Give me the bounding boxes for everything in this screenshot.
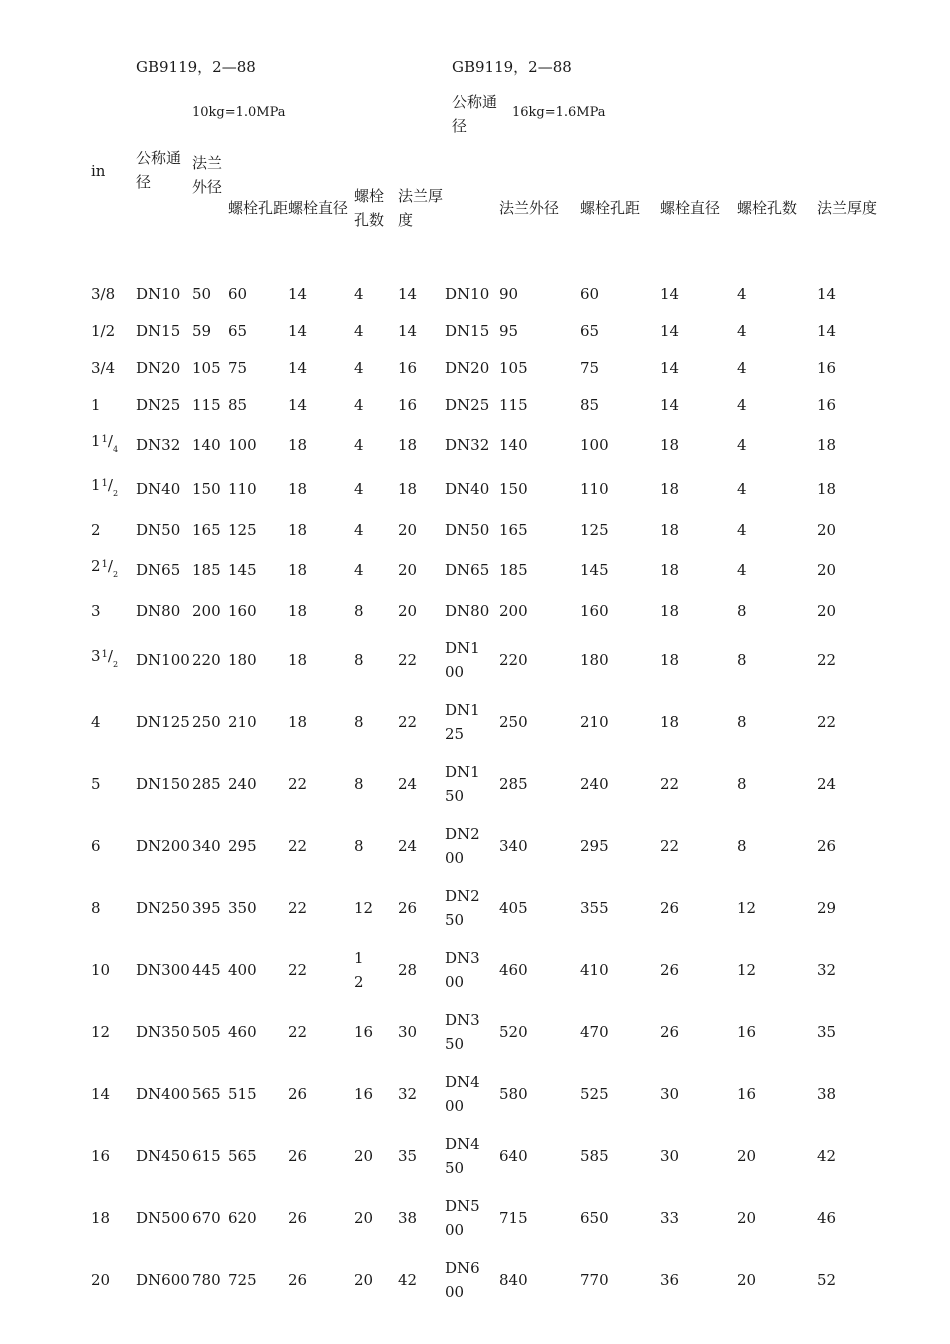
cell-r-bolt-pitch: 585 xyxy=(580,1147,609,1165)
cell-l-bolt-dia: 18 xyxy=(288,436,308,454)
cell-l-thickness: 20 xyxy=(398,601,418,620)
cell-r-bolt-dia: 26 xyxy=(660,1023,680,1041)
cell-l-bolt-dia: 18 xyxy=(288,601,308,620)
cell-r-thickness: 29 xyxy=(817,899,837,917)
cell-r-bolt-dia: 26 xyxy=(660,899,680,917)
cell-dn: DN100 xyxy=(136,651,190,669)
header-l-bolt-dia: 螺栓直径 xyxy=(288,199,349,217)
cell-dn: DN450 xyxy=(136,1147,190,1165)
cell-dn: DN200 xyxy=(136,837,190,855)
cell-r-dn: DN80 xyxy=(445,601,490,620)
table-row xyxy=(91,312,891,349)
cell-l-bolt-count: 4 xyxy=(354,358,364,377)
cell-in: 4 xyxy=(91,713,101,731)
header-l-bolt-count: 螺栓孔数 xyxy=(354,187,385,229)
cell-r-bolt-dia: 18 xyxy=(660,601,680,620)
cell-r-thickness: 18 xyxy=(817,436,837,454)
cell-dn: DN250 xyxy=(136,899,190,917)
table-row xyxy=(91,1187,891,1249)
cell-r-dn: DN15 xyxy=(445,321,490,340)
table-row xyxy=(91,386,891,423)
cell-l-outer-dia: 285 xyxy=(192,775,221,793)
cell-r-bolt-pitch: 210 xyxy=(580,713,609,731)
cell-r-bolt-pitch: 145 xyxy=(580,561,609,579)
cell-r-outer-dia: 150 xyxy=(499,480,528,498)
cell-l-bolt-dia: 26 xyxy=(288,1271,308,1289)
cell-r-bolt-count: 12 xyxy=(737,961,757,979)
cell-r-thickness: 26 xyxy=(817,837,837,855)
header-row xyxy=(91,141,891,275)
cell-r-outer-dia: 185 xyxy=(499,561,528,579)
table-row xyxy=(91,1001,891,1063)
cell-l-bolt-count: 12 xyxy=(354,899,374,917)
cell-l-bolt-pitch: 515 xyxy=(228,1085,257,1103)
cell-r-outer-dia: 460 xyxy=(499,961,528,979)
cell-l-thickness: 30 xyxy=(398,1023,418,1041)
cell-l-thickness: 24 xyxy=(398,775,418,793)
cell-dn: DN500 xyxy=(136,1209,190,1227)
cell-r-bolt-count: 16 xyxy=(737,1023,757,1041)
cell-l-bolt-pitch: 145 xyxy=(228,561,257,579)
cell-r-thickness: 42 xyxy=(817,1147,837,1165)
cell-r-bolt-dia: 30 xyxy=(660,1147,680,1165)
left-pressure: 10kg=1.0MPa xyxy=(192,105,286,120)
cell-l-bolt-pitch: 180 xyxy=(228,651,257,669)
cell-l-outer-dia: 105 xyxy=(192,358,221,377)
cell-r-bolt-dia: 30 xyxy=(660,1085,680,1103)
cell-l-bolt-count: 4 xyxy=(354,561,364,579)
cell-l-outer-dia: 670 xyxy=(192,1209,221,1227)
cell-r-outer-dia: 340 xyxy=(499,837,528,855)
cell-r-bolt-dia: 26 xyxy=(660,961,680,979)
cell-l-bolt-count: 4 xyxy=(354,436,364,454)
cell-l-bolt-dia: 14 xyxy=(288,358,308,377)
cell-l-bolt-pitch: 75 xyxy=(228,358,248,377)
cell-r-thickness: 14 xyxy=(817,284,837,303)
cell-r-bolt-pitch: 240 xyxy=(580,775,609,793)
cell-l-thickness: 14 xyxy=(398,321,418,340)
right-nominal-label: 公称通径 xyxy=(452,93,498,135)
cell-in: $1^1/_4$ xyxy=(91,432,119,454)
cell-in: 8 xyxy=(91,899,101,917)
right-pressure: 16kg=1.6MPa xyxy=(512,105,606,120)
cell-in: 1/2 xyxy=(91,321,116,340)
cell-l-bolt-dia: 22 xyxy=(288,775,308,793)
cell-l-bolt-dia: 18 xyxy=(288,561,308,579)
cell-l-bolt-count: 8 xyxy=(354,837,364,855)
cell-l-bolt-pitch: 725 xyxy=(228,1271,257,1289)
table-row xyxy=(91,548,891,592)
cell-l-outer-dia: 340 xyxy=(192,837,221,855)
cell-r-bolt-count: 4 xyxy=(737,561,747,579)
cell-l-bolt-pitch: 65 xyxy=(228,321,248,340)
cell-l-bolt-pitch: 295 xyxy=(228,837,257,855)
cell-r-dn: DN50 xyxy=(445,520,490,539)
cell-l-outer-dia: 50 xyxy=(192,284,212,303)
cell-l-bolt-count: 20 xyxy=(354,1209,374,1227)
cell-l-bolt-pitch: 400 xyxy=(228,961,257,979)
cell-r-bolt-pitch: 295 xyxy=(580,837,609,855)
cell-l-bolt-count: 4 xyxy=(354,520,364,539)
cell-r-thickness: 32 xyxy=(817,961,837,979)
cell-l-bolt-pitch: 565 xyxy=(228,1147,257,1165)
cell-r-thickness: 14 xyxy=(817,321,837,340)
cell-l-bolt-dia: 26 xyxy=(288,1209,308,1227)
cell-r-bolt-dia: 14 xyxy=(660,358,680,377)
cell-in: 18 xyxy=(91,1209,111,1227)
cell-l-bolt-count: 16 xyxy=(354,1085,374,1103)
right-standard: GB9119，2—88 xyxy=(452,58,572,76)
cell-l-outer-dia: 115 xyxy=(192,395,221,414)
left-standard: GB9119，2—88 xyxy=(136,58,256,76)
cell-r-thickness: 22 xyxy=(817,713,837,731)
cell-r-bolt-count: 4 xyxy=(737,436,747,454)
cell-r-dn: DN200 xyxy=(445,825,480,867)
table-row xyxy=(91,592,891,629)
table-row xyxy=(91,877,891,939)
cell-r-thickness: 20 xyxy=(817,520,837,539)
cell-l-bolt-pitch: 100 xyxy=(228,436,257,454)
table-row xyxy=(91,1063,891,1125)
cell-r-thickness: 16 xyxy=(817,358,837,377)
cell-l-bolt-dia: 18 xyxy=(288,480,308,498)
cell-in: $1^1/_2$ xyxy=(91,476,119,498)
cell-in: 1 xyxy=(91,395,101,414)
cell-l-bolt-dia: 22 xyxy=(288,1023,308,1041)
cell-dn: DN40 xyxy=(136,480,181,498)
table-row xyxy=(91,1249,891,1311)
cell-dn: DN400 xyxy=(136,1085,190,1103)
table-row xyxy=(91,691,891,753)
cell-r-bolt-count: 4 xyxy=(737,395,747,414)
table-row xyxy=(91,511,891,548)
cell-r-bolt-pitch: 60 xyxy=(580,284,600,303)
cell-r-thickness: 18 xyxy=(817,480,837,498)
cell-r-bolt-dia: 33 xyxy=(660,1209,680,1227)
cell-r-outer-dia: 640 xyxy=(499,1147,528,1165)
header-l-outer-dia: 法兰外径 xyxy=(192,154,223,196)
cell-r-bolt-count: 4 xyxy=(737,358,747,377)
cell-dn: DN32 xyxy=(136,436,181,454)
cell-in: 20 xyxy=(91,1271,111,1289)
cell-r-bolt-dia: 14 xyxy=(660,284,680,303)
cell-r-thickness: 16 xyxy=(817,395,837,414)
cell-in: 12 xyxy=(91,1023,111,1041)
cell-l-bolt-dia: 26 xyxy=(288,1147,308,1165)
cell-l-bolt-count: 4 xyxy=(354,321,364,340)
cell-r-bolt-dia: 14 xyxy=(660,395,680,414)
cell-r-dn: DN400 xyxy=(445,1073,480,1115)
cell-r-thickness: 20 xyxy=(817,601,837,620)
cell-l-outer-dia: 59 xyxy=(192,321,212,340)
header-r-thickness: 法兰厚度 xyxy=(817,199,878,217)
header-r-outer-dia: 法兰外径 xyxy=(499,199,560,217)
cell-r-bolt-count: 20 xyxy=(737,1147,757,1165)
cell-l-bolt-count: 4 xyxy=(354,284,364,303)
cell-r-outer-dia: 95 xyxy=(499,321,519,340)
cell-l-outer-dia: 565 xyxy=(192,1085,221,1103)
cell-l-thickness: 28 xyxy=(398,961,418,979)
cell-dn: DN15 xyxy=(136,321,181,340)
cell-l-bolt-count: 12 xyxy=(354,949,364,991)
cell-l-outer-dia: 200 xyxy=(192,601,221,620)
header-nominal: 公称通径 xyxy=(136,149,182,191)
cell-r-bolt-dia: 18 xyxy=(660,561,680,579)
cell-r-bolt-count: 4 xyxy=(737,520,747,539)
cell-l-bolt-dia: 14 xyxy=(288,284,308,303)
cell-r-dn: DN150 xyxy=(445,763,480,805)
cell-l-outer-dia: 140 xyxy=(192,436,221,454)
cell-in: 3/4 xyxy=(91,358,116,377)
cell-in: 2 xyxy=(91,520,101,539)
cell-l-outer-dia: 780 xyxy=(192,1271,221,1289)
cell-r-bolt-dia: 18 xyxy=(660,713,680,731)
table-row xyxy=(91,275,891,312)
cell-r-dn: DN350 xyxy=(445,1011,480,1053)
header-l-bolt-pitch: 螺栓孔距 xyxy=(228,199,289,217)
cell-l-bolt-pitch: 350 xyxy=(228,899,257,917)
cell-r-outer-dia: 165 xyxy=(499,520,528,539)
cell-r-outer-dia: 405 xyxy=(499,899,528,917)
cell-l-outer-dia: 395 xyxy=(192,899,221,917)
cell-in: 10 xyxy=(91,961,111,979)
cell-r-thickness: 22 xyxy=(817,651,837,669)
cell-l-bolt-pitch: 110 xyxy=(228,480,257,498)
cell-r-bolt-dia: 22 xyxy=(660,837,680,855)
cell-r-dn: DN600 xyxy=(445,1259,480,1301)
cell-r-outer-dia: 580 xyxy=(499,1085,528,1103)
cell-r-outer-dia: 250 xyxy=(499,713,528,731)
cell-r-bolt-dia: 14 xyxy=(660,321,680,340)
cell-l-bolt-count: 8 xyxy=(354,651,364,669)
cell-r-outer-dia: 715 xyxy=(499,1209,528,1227)
cell-l-bolt-pitch: 85 xyxy=(228,395,248,414)
cell-l-thickness: 24 xyxy=(398,837,418,855)
cell-r-outer-dia: 520 xyxy=(499,1023,528,1041)
cell-r-bolt-pitch: 85 xyxy=(580,395,600,414)
cell-r-bolt-count: 20 xyxy=(737,1271,757,1289)
cell-l-bolt-pitch: 620 xyxy=(228,1209,257,1227)
cell-dn: DN300 xyxy=(136,961,190,979)
cell-r-thickness: 35 xyxy=(817,1023,837,1041)
cell-r-bolt-count: 16 xyxy=(737,1085,757,1103)
cell-r-bolt-dia: 18 xyxy=(660,520,680,539)
cell-r-bolt-pitch: 770 xyxy=(580,1271,609,1289)
cell-r-outer-dia: 285 xyxy=(499,775,528,793)
cell-r-bolt-count: 20 xyxy=(737,1209,757,1227)
table-row xyxy=(91,939,891,1001)
cell-r-bolt-dia: 18 xyxy=(660,651,680,669)
cell-l-thickness: 18 xyxy=(398,480,418,498)
cell-l-thickness: 20 xyxy=(398,561,418,579)
cell-r-bolt-pitch: 355 xyxy=(580,899,609,917)
table-row xyxy=(91,629,891,691)
cell-l-outer-dia: 250 xyxy=(192,713,221,731)
cell-r-dn: DN500 xyxy=(445,1197,480,1239)
cell-dn: DN600 xyxy=(136,1271,190,1289)
cell-r-bolt-count: 8 xyxy=(737,837,747,855)
cell-l-outer-dia: 165 xyxy=(192,520,221,539)
cell-r-bolt-count: 8 xyxy=(737,651,747,669)
cell-l-thickness: 22 xyxy=(398,651,418,669)
cell-dn: DN65 xyxy=(136,561,181,579)
cell-dn: DN50 xyxy=(136,520,181,539)
cell-in: 5 xyxy=(91,775,101,793)
table-row xyxy=(91,1125,891,1187)
cell-l-thickness: 42 xyxy=(398,1271,418,1289)
cell-r-bolt-count: 4 xyxy=(737,480,747,498)
cell-r-dn: DN32 xyxy=(445,436,490,454)
cell-l-bolt-dia: 22 xyxy=(288,837,308,855)
cell-l-outer-dia: 615 xyxy=(192,1147,221,1165)
cell-l-thickness: 22 xyxy=(398,713,418,731)
cell-r-outer-dia: 840 xyxy=(499,1271,528,1289)
cell-r-bolt-count: 8 xyxy=(737,775,747,793)
cell-in: 14 xyxy=(91,1085,111,1103)
cell-r-dn: DN65 xyxy=(445,561,490,579)
cell-r-outer-dia: 200 xyxy=(499,601,528,620)
cell-dn: DN125 xyxy=(136,713,190,731)
cell-r-bolt-pitch: 65 xyxy=(580,321,600,340)
cell-r-outer-dia: 90 xyxy=(499,284,519,303)
cell-r-dn: DN40 xyxy=(445,480,490,498)
header-r-bolt-dia: 螺栓直径 xyxy=(660,199,721,217)
cell-r-dn: DN20 xyxy=(445,358,490,377)
cell-r-bolt-pitch: 180 xyxy=(580,651,609,669)
cell-r-bolt-pitch: 160 xyxy=(580,601,609,620)
cell-in: 16 xyxy=(91,1147,111,1165)
cell-l-bolt-count: 8 xyxy=(354,713,364,731)
cell-l-bolt-dia: 26 xyxy=(288,1085,308,1103)
header-l-thickness: 法兰厚度 xyxy=(398,187,444,229)
cell-r-bolt-dia: 22 xyxy=(660,775,680,793)
cell-l-thickness: 20 xyxy=(398,520,418,539)
cell-r-bolt-pitch: 125 xyxy=(580,520,609,539)
cell-in: 3/8 xyxy=(91,284,116,303)
cell-l-outer-dia: 505 xyxy=(192,1023,221,1041)
cell-r-outer-dia: 140 xyxy=(499,436,528,454)
cell-l-bolt-count: 16 xyxy=(354,1023,374,1041)
table-row xyxy=(91,349,891,386)
cell-r-bolt-count: 4 xyxy=(737,321,747,340)
table-row xyxy=(91,467,891,511)
cell-r-bolt-pitch: 525 xyxy=(580,1085,609,1103)
cell-r-thickness: 52 xyxy=(817,1271,837,1289)
cell-r-dn: DN125 xyxy=(445,701,480,743)
cell-l-bolt-count: 20 xyxy=(354,1147,374,1165)
cell-r-dn: DN450 xyxy=(445,1135,480,1177)
cell-in: 3 xyxy=(91,601,101,620)
cell-l-bolt-pitch: 460 xyxy=(228,1023,257,1041)
table-row xyxy=(91,815,891,877)
cell-r-bolt-pitch: 470 xyxy=(580,1023,609,1041)
cell-l-thickness: 18 xyxy=(398,436,418,454)
cell-dn: DN25 xyxy=(136,395,181,414)
cell-r-bolt-pitch: 650 xyxy=(580,1209,609,1227)
cell-r-outer-dia: 220 xyxy=(499,651,528,669)
cell-l-thickness: 38 xyxy=(398,1209,418,1227)
cell-in: $2^1/_2$ xyxy=(91,557,119,579)
cell-r-bolt-count: 4 xyxy=(737,284,747,303)
cell-dn: DN80 xyxy=(136,601,181,620)
cell-dn: DN10 xyxy=(136,284,181,303)
cell-l-bolt-pitch: 240 xyxy=(228,775,257,793)
cell-r-dn: DN100 xyxy=(445,639,480,681)
cell-l-bolt-count: 8 xyxy=(354,601,364,620)
cell-r-bolt-dia: 18 xyxy=(660,480,680,498)
cell-l-bolt-dia: 22 xyxy=(288,899,308,917)
header-r-bolt-pitch: 螺栓孔距 xyxy=(580,199,641,217)
cell-l-bolt-dia: 22 xyxy=(288,961,308,979)
cell-l-thickness: 32 xyxy=(398,1085,418,1103)
cell-r-thickness: 46 xyxy=(817,1209,837,1227)
table-row xyxy=(91,423,891,467)
table-row xyxy=(91,753,891,815)
cell-l-bolt-pitch: 125 xyxy=(228,520,257,539)
cell-r-bolt-count: 8 xyxy=(737,601,747,620)
cell-dn: DN20 xyxy=(136,358,181,377)
cell-r-bolt-pitch: 410 xyxy=(580,961,609,979)
cell-l-bolt-dia: 18 xyxy=(288,520,308,539)
header-r-bolt-count: 螺栓孔数 xyxy=(737,199,798,217)
cell-l-bolt-dia: 14 xyxy=(288,395,308,414)
cell-l-bolt-count: 4 xyxy=(354,480,364,498)
cell-in: 6 xyxy=(91,837,101,855)
cell-r-bolt-count: 12 xyxy=(737,899,757,917)
cell-r-bolt-dia: 18 xyxy=(660,436,680,454)
cell-l-bolt-dia: 18 xyxy=(288,713,308,731)
cell-r-bolt-pitch: 110 xyxy=(580,480,609,498)
cell-dn: DN350 xyxy=(136,1023,190,1041)
cell-l-thickness: 35 xyxy=(398,1147,418,1165)
cell-r-bolt-count: 8 xyxy=(737,713,747,731)
cell-r-thickness: 38 xyxy=(817,1085,837,1103)
cell-r-bolt-pitch: 75 xyxy=(580,358,600,377)
cell-l-thickness: 16 xyxy=(398,395,418,414)
cell-l-bolt-dia: 18 xyxy=(288,651,308,669)
cell-r-bolt-dia: 36 xyxy=(660,1271,680,1289)
cell-l-outer-dia: 185 xyxy=(192,561,221,579)
cell-dn: DN150 xyxy=(136,775,190,793)
cell-l-outer-dia: 150 xyxy=(192,480,221,498)
cell-l-outer-dia: 445 xyxy=(192,961,221,979)
cell-in: $3^1/_2$ xyxy=(91,647,119,669)
cell-l-bolt-count: 4 xyxy=(354,395,364,414)
cell-r-dn: DN300 xyxy=(445,949,480,991)
cell-l-bolt-pitch: 160 xyxy=(228,601,257,620)
cell-l-bolt-count: 8 xyxy=(354,775,364,793)
cell-l-outer-dia: 220 xyxy=(192,651,221,669)
header-in: in xyxy=(91,162,106,180)
cell-l-bolt-count: 20 xyxy=(354,1271,374,1289)
cell-r-outer-dia: 105 xyxy=(499,358,528,377)
cell-l-bolt-dia: 14 xyxy=(288,321,308,340)
cell-r-dn: DN250 xyxy=(445,887,480,929)
cell-l-thickness: 16 xyxy=(398,358,418,377)
cell-r-thickness: 20 xyxy=(817,561,837,579)
cell-r-outer-dia: 115 xyxy=(499,395,528,414)
cell-r-bolt-pitch: 100 xyxy=(580,436,609,454)
cell-r-thickness: 24 xyxy=(817,775,837,793)
flange-table xyxy=(91,141,891,1311)
cell-r-dn: DN25 xyxy=(445,395,490,414)
cell-l-bolt-pitch: 210 xyxy=(228,713,257,731)
cell-r-dn: DN10 xyxy=(445,284,490,303)
cell-l-thickness: 14 xyxy=(398,284,418,303)
cell-l-bolt-pitch: 60 xyxy=(228,284,248,303)
cell-l-thickness: 26 xyxy=(398,899,418,917)
